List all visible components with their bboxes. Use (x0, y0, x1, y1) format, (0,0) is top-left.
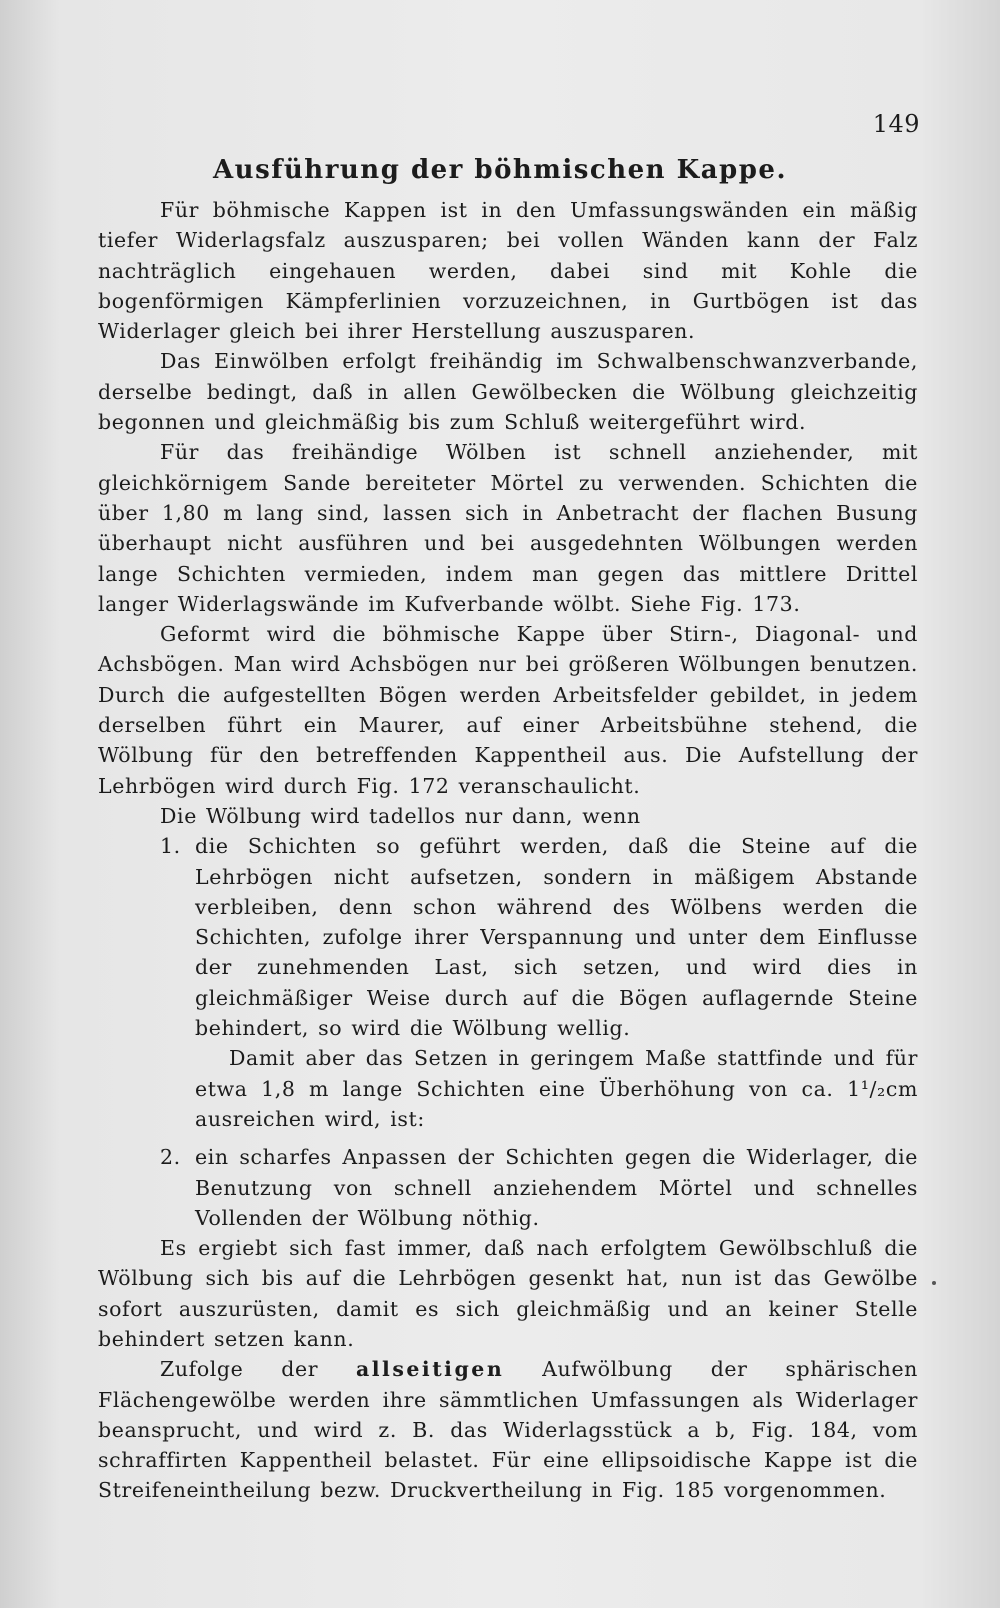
list-item-text: die Schichten so geführt werden, daß die Steine auf die Lehrbögen nicht aufsetzen, sondern in mäßigem Abstande verbleiben, denn schon während des Wölbens werden die Schichten, zufolge ihrer Verspannung und unter dem Einflusse der zunehmenden Last, sich setzen, und wird dies in gleichmäßiger Weise durch auf die Bögen auflagernde Steine behindert, so wird die Wölbung wellig. (195, 834, 918, 1041)
emphasized-word: allseitigen (355, 1357, 505, 1382)
paragraph-4: Geformt wird die böhmische Kappe über Stirn-, Diagonal- und Achsbögen. Man wird Achsbögen nur bei größeren Wölbungen benutzen. Durch die aufgestellten Bögen werden Arbeitsfelder gebildet, in jedem derselben führt ein Maurer, auf einer Arbeitsbühne stehend, die Wölbung für den betreffenden Kappentheil aus. Die Aufstellung der Lehrbögen wird durch Fig. 172 veranschaulicht. (98, 622, 918, 798)
list-item-continuation: Damit aber das Setzen in geringem Maße stattfinde und für etwa 1,8 m lange Schichten eine Überhöhung von ca. 1¹/₂cm ausreichen wird, ist: (195, 1046, 918, 1131)
paragraph-5: Die Wölbung wird tadellos nur dann, wenn (160, 803, 641, 828)
list-item-number: 2. (160, 1145, 181, 1170)
page-number: 149 (872, 110, 920, 138)
paragraph-7 (98, 1354, 918, 1505)
paragraph-7-start: Zufolge der (160, 1357, 356, 1382)
paragraph-7-rest: Aufwölbung der sphärischen Flächengewölbe werden ihre sämmtlichen Umfassungen als Widerlager beansprucht, und wird z. B. das Widerlagsstück a b, Fig. 184, vom schraffirten Kappentheil belastet. Für eine ellipsoidische Kappe ist die Streifeneintheilung bezw. Druckvertheilung in Fig. 185 vorgenommen. (98, 1357, 918, 1503)
list-item-number: 1. (160, 834, 181, 859)
paragraph-2: Das Einwölben erfolgt freihändig im Schwalbenschwanzverbande, derselbe bedingt, daß in allen Gewölbecken die Wölbung gleichzeitig begonnen und gleichmäßig bis zum Schluß weitergeführt wird. (98, 349, 918, 435)
list-item-text: ein scharfes Anpassen der Schichten gegen die Widerlager, die Benutzung von schnell anziehendem Mörtel und schnelles Vollenden der Wölbung nöthig. (195, 1145, 918, 1230)
body-text (98, 195, 918, 1506)
list-gap (98, 1134, 918, 1142)
paragraph-1: Für böhmische Kappen ist in den Umfassungswänden ein mäßig tiefer Widerlagsfalz auszusparen; bei vollen Wänden kann der Falz nachträglich eingehauen werden, dabei sind mit Kohle die bogenförmigen Kämpferlinien vorzuzeichnen, in Gurtbögen ist das Widerlager gleich bei ihrer Herstellung auszusparen. (98, 198, 918, 344)
ink-speck (932, 1281, 936, 1285)
paragraph-6: Es ergiebt sich fast immer, daß nach erfolgtem Gewölbschluß die Wölbung sich bis auf die Lehrbögen gesenkt hat, nun ist das Gewölbe sofort auszurüsten, damit es sich gleichmäßig und an keiner Stelle behindert setzen kann. (98, 1236, 918, 1351)
paragraph-3: Für das freihändige Wölben ist schnell anziehender, mit gleichkörnigem Sande bereiteter Mörtel zu verwenden. Schichten die über 1,80 m lang sind, lassen sich in Anbetracht der flachen Busung überhaupt nicht ausführen und bei ausgedehnten Wölbungen werden lange Schichten vermieden, indem man gegen das mittlere Drittel langer Widerlagswände im Kufverbande wölbt. Siehe Fig. 173. (98, 440, 918, 616)
list-item-2 (98, 1142, 918, 1233)
list-item-1 (98, 831, 918, 1134)
section-heading: Ausführung der böhmischen Kappe. (213, 155, 787, 185)
